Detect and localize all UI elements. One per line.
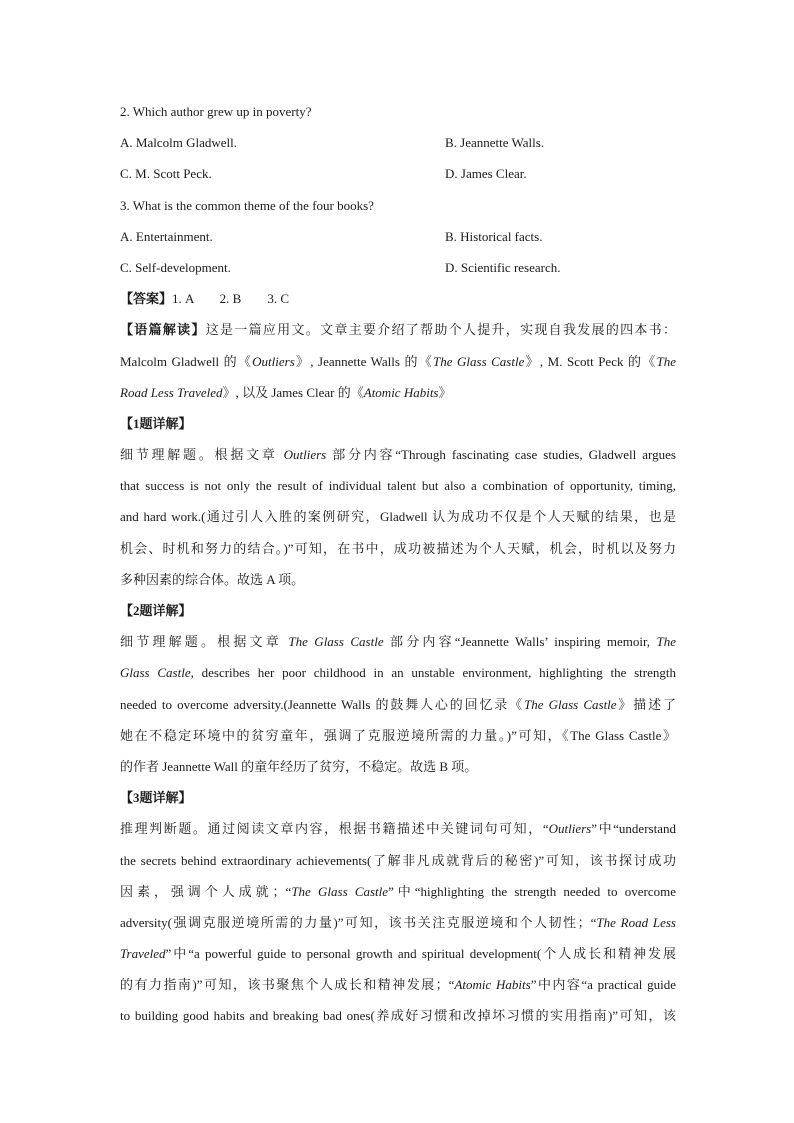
reading-text: 这是一篇应用文。文章主要介绍了帮助个人提升，实现自我发展的四本书： [205,322,676,338]
option-c: C. Self-development. [120,259,231,275]
detail-3-line-5 [120,938,676,969]
detail-2-line-5: 的作者 Jeannette Wall 的童年经历了贫穷，不稳定。故选 B 项。 [120,758,478,774]
reading-line-1 [120,314,676,345]
text-span: 细节理解题。根据文章 [120,447,284,463]
text-span: 》, M. Scott Peck 的《 [524,353,657,369]
option-a: A. Entertainment. [120,228,213,244]
option-a: A. Malcolm Gladwell. [120,135,237,151]
detail-1-line-4: 机会、时机和努力的结合。)”可知，在书中，成功被描述为个人天赋，机会，时机以及努力 [120,540,676,556]
book-title: The Glass Castle [524,696,617,712]
detail-2-line-1 [120,626,676,657]
reading-line-3 [120,377,676,408]
question-3: 3. What is the common theme of the four books? [120,197,374,213]
answer-line [120,283,676,314]
detail-3-line-1 [120,813,676,844]
text-span: 细节理解题。根据文章 [120,634,289,650]
question-3-options-row-2 [120,252,676,283]
book-title: The [656,634,676,650]
book-title: The Glass Castle [433,353,525,369]
option-b: B. Jeannette Walls. [445,135,545,151]
text-span: 》描述了 [616,696,676,712]
book-title: The Glass Castle [291,883,389,899]
option-d: D. James Clear. [445,166,527,182]
book-title: Road Less Traveled [120,384,223,400]
detail-2-line-2 [120,657,676,688]
text-span: 》 [438,384,452,400]
book-title: The Road Less [596,914,676,930]
book-title: The Glass Castle [288,634,384,650]
text-span: 》, 以及 James Clear 的《 [222,384,364,400]
reading-line-2 [120,346,676,377]
detail-3-line-7: to building good habits and breaking bad ones(养成好习惯和改掉坏习惯的实用指南)”可知，该 [120,1008,676,1024]
option-b: B. Historical facts. [445,228,543,244]
detail-1-line-3: and hard work.(通过引人入胜的案例研究，Gladwell 认为成功不仅是个人天赋的结果，也是 [120,509,676,525]
text-span: adversity(强调克服逆境所需的力量)”可知，该书关注克服逆境和个人韧性；“ [120,914,597,930]
detail-3-line-6 [120,969,676,1000]
detail-1-line-2: that success is not only the result of individual talent but also a combination of opportunity, timing, [120,478,676,494]
detail-1-line-1 [120,439,676,470]
text-span: ”中内容“a practical guide [530,977,676,993]
option-d: D. Scientific research. [445,259,561,275]
detail-3-heading: 【3题详解】 [120,790,192,806]
text-span: Malcolm Gladwell 的《 [120,353,253,369]
question-2-options-row-2 [120,158,676,189]
option-c: C. M. Scott Peck. [120,166,212,182]
book-title: The [656,353,676,369]
reading-label: 【语篇解读】 [120,322,206,338]
detail-2-line-4: 她在不稳定环境中的贫穷童年，强调了克服逆境所需的力量。)”可知，《The Glass Castle》 [120,727,676,743]
question-3-options-row-1 [120,221,676,252]
text-span: 的有力指南)”可知，该书聚焦个人成长和精神发展；“ [120,977,455,993]
detail-2-heading: 【2题详解】 [120,603,192,618]
question-2-options-row-1 [120,127,676,158]
book-title: Outliers [283,447,327,463]
text-span: ”中“highlighting the strength needed to overcome [388,883,676,899]
book-title: Atomic Habits [363,384,439,400]
answer-text: 1. A 2. B 3. C [172,291,290,307]
detail-3-line-4 [120,907,676,938]
detail-1-heading: 【1题详解】 [120,415,192,431]
text-span: 推理判断题。通过阅读文章内容，根据书籍描述中关键词句可知，“ [120,821,549,837]
text-span: , describes her poor childhood in an unstable environment, highlighting the strength [190,665,676,681]
answer-label: 【答案】 [120,291,173,307]
book-title: Outliers [252,353,295,369]
text-span: ”中“a powerful guide to personal growth and spiritual development(个人成长和精神发展 [165,946,676,962]
detail-3-line-3 [120,876,676,907]
text-span: needed to overcome adversity.(Jeannette Walls 的鼓舞人心的回忆录《 [120,696,525,712]
detail-2-line-3 [120,689,676,720]
book-title: Atomic Habits [454,977,531,993]
detail-1-line-5: 多种因素的综合体。故选 A 项。 [120,571,305,587]
text-span: 因素，强调个人成就；“ [120,883,292,899]
question-2: 2. Which author grew up in poverty? [120,104,312,119]
book-title: Glass Castle [120,665,191,681]
text-span: 部分内容“Jeannette Walls’ inspiring memoir, [383,634,657,650]
detail-3-line-2: the secrets behind extraordinary achievements(了解非凡成就背后的秘密)”可知，该书探讨成功 [120,852,676,868]
book-title: Outliers [548,821,592,837]
document-page [120,96,676,1032]
text-span: 》, Jeannette Walls 的《 [294,353,433,369]
text-span: ”中“understand [591,821,676,837]
book-title: Traveled [120,946,166,962]
text-span: 部分内容“Through fascinating case studies, Gladwell argues [326,447,676,463]
